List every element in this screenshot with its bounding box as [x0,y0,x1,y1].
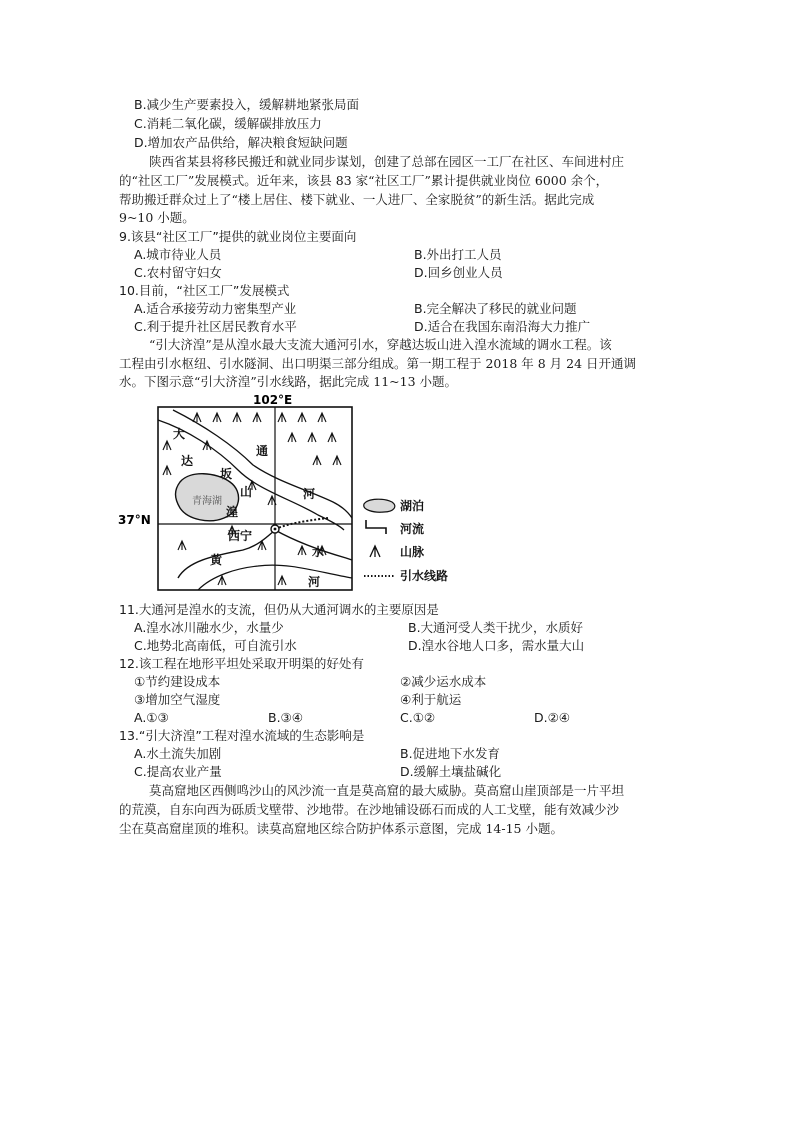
longitude-label: 102°E [253,393,293,407]
q10-option-a: A.适合承接劳动力密集型产业 [134,301,297,316]
q12-item-2: ②减少运水成本 [400,674,487,689]
passage-11-13-line: 水。下图示意“引大济湟”引水线路，据此完成 11~13 小题。 [119,374,458,389]
q12-option-a: A.①③ [134,710,169,725]
q10-option-d: D.适合在我国东南沿海大力推广 [414,319,591,334]
q10-stem: 10.目前，“社区工厂”发展模式 [119,283,290,298]
q12-item-1: ①节约建设成本 [134,674,221,689]
passage-11-13-line: 工程由引水枢纽、引水隧洞、出口明渠三部分组成。第一期工程于 2018 年 8 月 24 日开通调 [119,356,637,371]
q12-option-d: D.②④ [534,710,571,725]
legend-mountain-label: 山脉 [400,545,425,559]
label-shan: 山 [240,485,253,499]
legend-mountain-symbol [370,546,380,557]
q9-option-d: D.回乡创业人员 [414,265,503,280]
passage-11-13-line: “引大济湟”是从湟水最大支流大通河引水，穿越达坂山进入湟水流域的调水工程。该 [149,337,612,352]
q13-stem: 13.“引大济湟”工程对湟水流域的生态影响是 [119,728,365,743]
q11-option-c: C.地势北高南低，可自流引水 [134,638,297,653]
xining-point-center [274,528,277,531]
passage-9-10-line: 9~10 小题。 [119,210,195,225]
q11-option-b: B.大通河受人类干扰少，水质好 [408,620,584,635]
label-huang: 湟 [226,505,239,519]
q11-stem: 11.大通河是湟水的支流，但仍从大通河调水的主要原因是 [119,602,439,617]
passage-9-10-line: 的“社区工厂”发展模式。近年来，该县 83 家“社区工厂”累计提供就业岗位 6000 余个， [119,173,609,188]
q12-item-3: ③增加空气湿度 [134,692,221,707]
q9-option-b: B.外出打工人员 [414,247,502,262]
q13-option-c: C.提高农业产量 [134,764,222,779]
passage-14-15-line: 莫高窟地区西侧鸣沙山的风沙流一直是莫高窟的最大威胁。莫高窟山崖顶部是一片平坦 [149,783,625,798]
passage-9-10-line: 陕西省某县将移民搬迁和就业同步谋划，创建了总部在园区一工厂在社区、车间进村庄 [149,154,625,169]
label-he-south: 河 [308,575,321,589]
label-tong: 通 [256,444,269,458]
q12-stem: 12.该工程在地形平坦处采取开明渠的好处有 [119,656,364,671]
q13-option-d: D.缓解土壤盐碱化 [400,764,502,779]
q9-option-c: C.农村留守妇女 [134,265,222,280]
q12-item-4: ④利于航运 [400,692,462,707]
legend-lake-symbol [364,499,395,512]
q10-option-c: C.利于提升社区居民教育水平 [134,319,297,334]
water-diversion-map [118,390,488,598]
q9-stem: 9.该县“社区工厂”提供的就业岗位主要面向 [119,229,357,244]
label-he-north: 河 [303,487,316,501]
label-huang-river: 黄 [210,553,223,567]
legend-river-label: 河流 [400,522,425,536]
q8-option-c: C.消耗二氧化碳，缓解碳排放压力 [134,116,322,131]
passage-9-10-line: 帮助搬迁群众过上了“楼上居住、楼下就业、一人进厂、全家脱贫”的新生活。据此完成 [119,192,595,207]
q10-option-b: B.完全解决了移民的就业问题 [414,301,577,316]
q12-option-b: B.③④ [268,710,303,725]
q11-option-a: A.湟水冰川融水少，水量少 [134,620,284,635]
legend-lake-label: 湖泊 [400,499,425,513]
q13-option-b: B.促进地下水发育 [400,746,501,761]
q13-option-a: A.水土流失加剧 [134,746,222,761]
label-shui: 水 [312,545,325,559]
passage-14-15-line: 尘在莫高窟崖顶的堆积。读莫高窟地区综合防护体系示意图，完成 14-15 小题。 [119,821,563,836]
label-xining: 西宁 [228,529,253,543]
q8-option-b: B.减少生产要素投入，缓解耕地紧张局面 [134,97,360,112]
lake-label: 青海湖 [192,496,222,507]
q11-option-d: D.湟水谷地人口多，需水量大山 [408,638,585,653]
passage-14-15-line: 的荒漠，自东向西为砾质戈壁带、沙地带。在沙地铺设砾石而成的人工戈壁，能有效减少沙 [119,802,620,817]
q9-option-a: A.城市待业人员 [134,247,222,262]
latitude-label: 37°N [118,513,151,527]
label-ban: 坂 [220,467,233,481]
label-da-ban: 达 [181,454,194,468]
legend-river-symbol [366,520,386,534]
label-da: 大 [173,427,186,441]
q8-option-d: D.增加农产品供给，解决粮食短缺问题 [134,135,348,150]
q12-option-c: C.①② [400,710,436,725]
map-legend [364,498,448,583]
legend-route-label: 引水线路 [400,569,449,583]
